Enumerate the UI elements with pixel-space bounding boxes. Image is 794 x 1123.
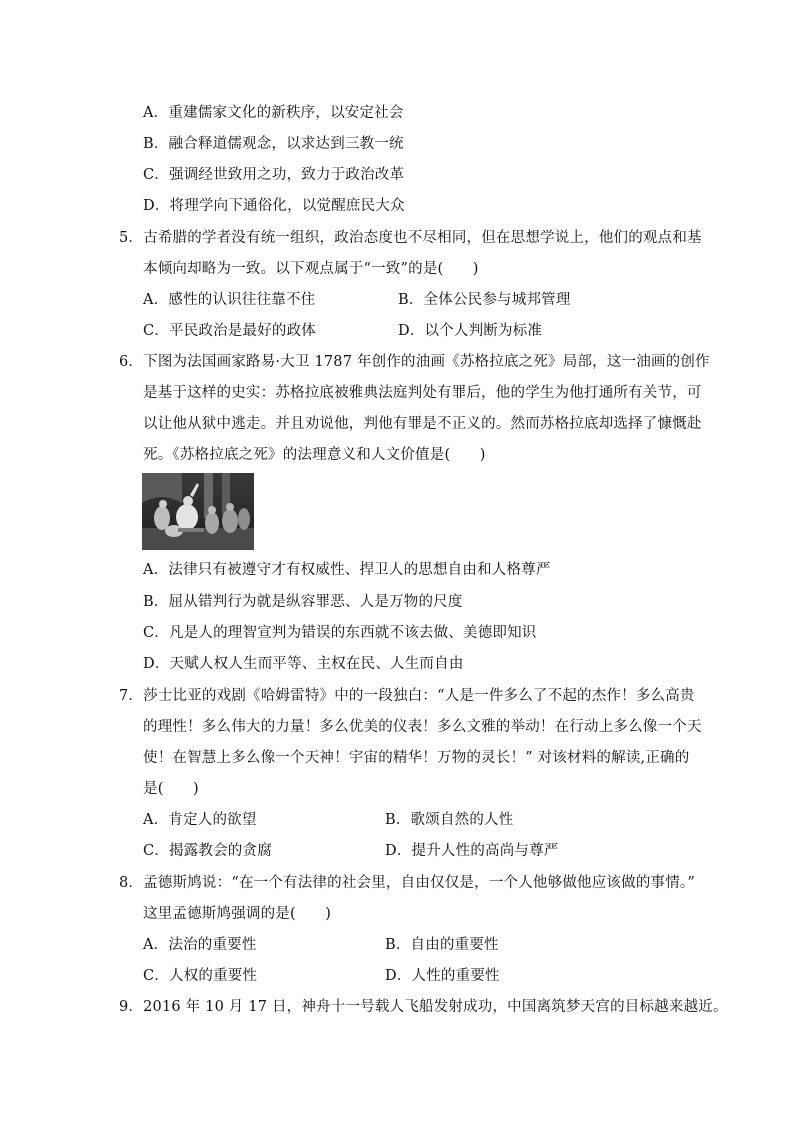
q5-stem-line2: 本倾向却略为一致。以下观点属于“一致”的是( ) xyxy=(143,261,479,277)
q8-stem-line1: 8．孟德斯鸠说：“在一个有法律的社会里，自由仅仅是，一个人他够做他应该做的事情。” xyxy=(119,875,695,891)
prev-option-c: C．强调经世致用之功，致力于政治改革 xyxy=(143,167,405,183)
q7-stem-line2: 的理性！多么伟大的力量！多么优美的仪表！多么文雅的举动！在行动上多么像一个天 xyxy=(143,719,702,735)
q9-stem-line1: 9．2016 年 10 月 17 日，神舟十一号载人飞船发射成功，中国离筑梦天宫的目标越来越近。 xyxy=(119,999,728,1015)
q6-option-b: B．屈从错判行为就是纵容罪恶、人是万物的尺度 xyxy=(143,594,463,610)
q6-option-c: C．凡是人的理智宣判为错误的东西就不该去做、美德即知识 xyxy=(143,625,537,641)
q7-option-b: B．歌颂自然的人性 xyxy=(385,812,514,828)
prev-option-b: B．融合释道儒观念，以求达到三教一统 xyxy=(143,136,404,152)
q5-option-a: A．感性的认识往往靠不住 xyxy=(143,292,316,308)
q6-option-a: A．法律只有被遵守才有权威性、捍卫人的思想自由和人格尊严 xyxy=(143,562,551,578)
q6-option-d: D．天赋人权人生而平等、主权在民、人生而自由 xyxy=(143,656,464,672)
q7-option-c: C．揭露教会的贪腐 xyxy=(143,843,272,859)
q5-option-c: C．平民政治是最好的政体 xyxy=(143,323,316,339)
q8-option-b: B．自由的重要性 xyxy=(385,937,499,953)
prev-option-d: D．将理学向下通俗化，以觉醒庶民大众 xyxy=(143,198,405,214)
q8-stem-line2: 这里孟德斯鸠强调的是( ) xyxy=(143,906,332,922)
q7-stem-line4: 是( ) xyxy=(143,781,199,797)
q5-option-b: B．全体公民参与城邦管理 xyxy=(398,292,571,308)
q6-stem-line4: 死。《苏格拉底之死》的法理意义和人文价值是( ) xyxy=(143,447,486,463)
q8-option-c: C．人权的重要性 xyxy=(143,968,258,984)
q6-stem-line1: 6．下图为法国画家路易·大卫 1787 年创作的油画《苏格拉底之死》局部，这一油画的创作 xyxy=(119,354,710,370)
q7-stem-line1: 7．莎士比亚的戏剧《哈姆雷特》中的一段独白：“人是一件多么了不起的杰作！多么高贵 xyxy=(119,688,695,704)
q6-stem-line3: 以让他从狱中逃走。并且劝说他，判他有罪是不正义的。然而苏格拉底却选择了慷慨赴 xyxy=(143,416,702,432)
q7-stem-line3: 使！在智慧上多么像一个天神！宇宙的精华！万物的灵长！” 对该材料的解读,正确的 xyxy=(143,750,690,766)
death-of-socrates-painting xyxy=(142,473,254,550)
q7-option-a: A．肯定人的欲望 xyxy=(143,812,257,828)
q5-stem-line1: 5．古希腊的学者没有统一组织，政治态度也不尽相同，但在思想学说上，他们的观点和基 xyxy=(119,230,702,246)
q5-option-d: D．以个人判断为标准 xyxy=(398,323,543,339)
prev-option-a: A．重建儒家文化的新秩序，以安定社会 xyxy=(143,105,404,121)
q8-option-d: D．人性的重要性 xyxy=(385,968,500,984)
q7-option-d: D．提升人性的高尚与尊严 xyxy=(385,843,559,859)
q6-stem-line2: 是基于这样的史实：苏格拉底被雅典法庭判处有罪后，他的学生为他打通所有关节，可 xyxy=(143,385,702,401)
q8-option-a: A．法治的重要性 xyxy=(143,937,257,953)
